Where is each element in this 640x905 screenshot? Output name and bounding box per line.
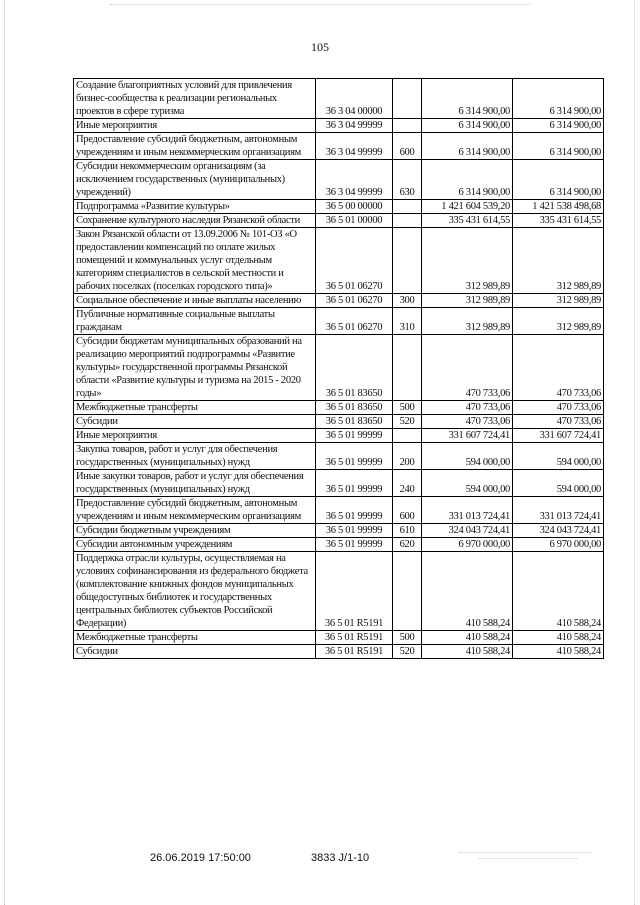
row-amount-2: 594 000,00 bbox=[513, 470, 604, 497]
row-name: Создание благоприятных условий для привлечения бизнес-сообщества к реализации региональных проектов в сфере туризма bbox=[74, 79, 316, 119]
row-expense-type: 500 bbox=[393, 631, 422, 645]
row-amount-1: 594 000,00 bbox=[422, 443, 513, 470]
row-name: Межбюджетные трансферты bbox=[74, 631, 316, 645]
row-amount-1: 324 043 724,41 bbox=[422, 524, 513, 538]
row-amount-1: 410 588,24 bbox=[422, 645, 513, 659]
row-amount-2: 331 013 724,41 bbox=[513, 497, 604, 524]
row-code: 36 5 01 R5191 bbox=[316, 631, 393, 645]
row-expense-type bbox=[393, 200, 422, 214]
row-name: Субсидии некоммерческим организациям (за исключением государственных (муниципальных) учреждений) bbox=[74, 160, 316, 200]
row-amount-2: 6 314 900,00 bbox=[513, 119, 604, 133]
row-expense-type: 630 bbox=[393, 160, 422, 200]
row-amount-1: 312 989,89 bbox=[422, 308, 513, 335]
row-expense-type: 300 bbox=[393, 294, 422, 308]
row-expense-type: 520 bbox=[393, 645, 422, 659]
table-row bbox=[74, 401, 604, 415]
row-code: 36 5 01 83650 bbox=[316, 335, 393, 401]
table-row bbox=[74, 294, 604, 308]
row-name: Иные закупки товаров, работ и услуг для обеспечения государственных (муниципальных) нужд bbox=[74, 470, 316, 497]
row-amount-2: 410 588,24 bbox=[513, 552, 604, 631]
row-amount-1: 331 607 724,41 bbox=[422, 429, 513, 443]
row-amount-2: 6 314 900,00 bbox=[513, 133, 604, 160]
row-expense-type bbox=[393, 552, 422, 631]
row-expense-type bbox=[393, 214, 422, 228]
table-row bbox=[74, 308, 604, 335]
row-code: 36 5 01 06270 bbox=[316, 308, 393, 335]
row-expense-type: 620 bbox=[393, 538, 422, 552]
scan-edge-left bbox=[4, 0, 6, 905]
table-row bbox=[74, 228, 604, 294]
row-amount-2: 6 970 000,00 bbox=[513, 538, 604, 552]
row-expense-type bbox=[393, 335, 422, 401]
row-code: 36 5 01 99999 bbox=[316, 429, 393, 443]
table-row bbox=[74, 214, 604, 228]
row-expense-type: 600 bbox=[393, 133, 422, 160]
row-amount-2: 312 989,89 bbox=[513, 294, 604, 308]
row-name: Субсидии bbox=[74, 415, 316, 429]
row-name: Поддержка отрасли культуры, осуществляемая на условиях софинансирования из федерального бюджета (комплектование книжных фондов муниципальных общедоступных библиотек и государственных центральных библиотек субъектов Российской Федерации) bbox=[74, 552, 316, 631]
table-row bbox=[74, 415, 604, 429]
row-amount-2: 470 733,06 bbox=[513, 335, 604, 401]
row-code: 36 5 01 06270 bbox=[316, 228, 393, 294]
table-row bbox=[74, 443, 604, 470]
row-code: 36 5 01 99999 bbox=[316, 497, 393, 524]
row-amount-2: 331 607 724,41 bbox=[513, 429, 604, 443]
row-name: Межбюджетные трансферты bbox=[74, 401, 316, 415]
row-expense-type: 200 bbox=[393, 443, 422, 470]
row-amount-1: 470 733,06 bbox=[422, 401, 513, 415]
table-row bbox=[74, 335, 604, 401]
row-name: Иные мероприятия bbox=[74, 119, 316, 133]
table-row bbox=[74, 429, 604, 443]
row-name: Закупка товаров, работ и услуг для обеспечения государственных (муниципальных) нужд bbox=[74, 443, 316, 470]
row-code: 36 5 01 83650 bbox=[316, 415, 393, 429]
row-amount-1: 410 588,24 bbox=[422, 631, 513, 645]
row-amount-2: 410 588,24 bbox=[513, 645, 604, 659]
row-expense-type: 610 bbox=[393, 524, 422, 538]
row-code: 36 3 04 99999 bbox=[316, 160, 393, 200]
row-amount-1: 1 421 604 539,20 bbox=[422, 200, 513, 214]
table-row bbox=[74, 538, 604, 552]
row-amount-2: 1 421 538 498,68 bbox=[513, 200, 604, 214]
table-row bbox=[74, 524, 604, 538]
row-amount-1: 312 989,89 bbox=[422, 228, 513, 294]
page-number: 105 bbox=[311, 40, 329, 54]
row-code: 36 5 01 83650 bbox=[316, 401, 393, 415]
row-expense-type: 240 bbox=[393, 470, 422, 497]
row-expense-type: 500 bbox=[393, 401, 422, 415]
row-amount-1: 335 431 614,55 bbox=[422, 214, 513, 228]
row-name: Предоставление субсидий бюджетным, автономным учреждениям и иным некоммерческим организациям bbox=[74, 497, 316, 524]
row-name: Субсидии бюджетным учреждениям bbox=[74, 524, 316, 538]
row-name: Социальное обеспечение и иные выплаты населению bbox=[74, 294, 316, 308]
row-name: Подпрограмма «Развитие культуры» bbox=[74, 200, 316, 214]
row-code: 36 5 00 00000 bbox=[316, 200, 393, 214]
table-row bbox=[74, 79, 604, 119]
row-amount-1: 6 314 900,00 bbox=[422, 133, 513, 160]
row-code: 36 3 04 99999 bbox=[316, 119, 393, 133]
row-name: Сохранение культурного наследия Рязанской области bbox=[74, 214, 316, 228]
row-code: 36 5 01 R5191 bbox=[316, 552, 393, 631]
scan-edge-right bbox=[634, 0, 636, 905]
row-code: 36 5 01 99999 bbox=[316, 470, 393, 497]
row-amount-2: 470 733,06 bbox=[513, 401, 604, 415]
row-expense-type: 600 bbox=[393, 497, 422, 524]
row-expense-type bbox=[393, 228, 422, 294]
budget-table-body bbox=[74, 79, 604, 659]
footer-timestamp: 26.06.2019 17:50:00 bbox=[150, 852, 251, 864]
row-amount-2: 312 989,89 bbox=[513, 308, 604, 335]
table-row bbox=[74, 470, 604, 497]
row-expense-type bbox=[393, 429, 422, 443]
row-amount-2: 410 588,24 bbox=[513, 631, 604, 645]
budget-table bbox=[73, 78, 604, 659]
row-code: 36 5 01 99999 bbox=[316, 538, 393, 552]
row-name: Публичные нормативные социальные выплаты гражданам bbox=[74, 308, 316, 335]
table-row bbox=[74, 133, 604, 160]
scan-top-noise bbox=[110, 4, 530, 5]
row-amount-2: 594 000,00 bbox=[513, 443, 604, 470]
row-expense-type bbox=[393, 79, 422, 119]
row-expense-type: 520 bbox=[393, 415, 422, 429]
row-amount-1: 6 970 000,00 bbox=[422, 538, 513, 552]
row-code: 36 5 01 R5191 bbox=[316, 645, 393, 659]
faded-stamp bbox=[455, 846, 595, 870]
row-name: Субсидии бюджетам муниципальных образований на реализацию мероприятий подпрограммы «Развитие культуры» государственной программы Рязанской области «Развитие культуры и туризма на 2015 - 2020 годы» bbox=[74, 335, 316, 401]
row-amount-2: 6 314 900,00 bbox=[513, 79, 604, 119]
row-amount-1: 312 989,89 bbox=[422, 294, 513, 308]
table-row bbox=[74, 497, 604, 524]
row-name: Закон Рязанской области от 13.09.2006 № 101-ОЗ «О предоставлении компенсаций по оплате жилых помещений и коммунальных услуг отдельным категориям специалистов в сельской местности и рабочих поселках (поселках городского типа)» bbox=[74, 228, 316, 294]
row-amount-1: 470 733,06 bbox=[422, 415, 513, 429]
row-expense-type bbox=[393, 119, 422, 133]
row-amount-1: 6 314 900,00 bbox=[422, 160, 513, 200]
row-amount-2: 324 043 724,41 bbox=[513, 524, 604, 538]
row-amount-1: 410 588,24 bbox=[422, 552, 513, 631]
row-code: 36 3 04 00000 bbox=[316, 79, 393, 119]
row-expense-type: 310 bbox=[393, 308, 422, 335]
table-row bbox=[74, 552, 604, 631]
row-amount-1: 6 314 900,00 bbox=[422, 79, 513, 119]
row-code: 36 5 01 00000 bbox=[316, 214, 393, 228]
row-code: 36 5 01 99999 bbox=[316, 443, 393, 470]
row-amount-2: 312 989,89 bbox=[513, 228, 604, 294]
table-row bbox=[74, 160, 604, 200]
row-code: 36 5 01 99999 bbox=[316, 524, 393, 538]
row-amount-1: 470 733,06 bbox=[422, 335, 513, 401]
row-amount-2: 335 431 614,55 bbox=[513, 214, 604, 228]
table-row bbox=[74, 645, 604, 659]
row-amount-1: 6 314 900,00 bbox=[422, 119, 513, 133]
table-row bbox=[74, 119, 604, 133]
row-code: 36 3 04 99999 bbox=[316, 133, 393, 160]
footer-doc-id: 3833 J/1-10 bbox=[311, 852, 370, 864]
row-amount-1: 331 013 724,41 bbox=[422, 497, 513, 524]
row-name: Субсидии автономным учреждениям bbox=[74, 538, 316, 552]
row-name: Субсидии bbox=[74, 645, 316, 659]
row-name: Иные мероприятия bbox=[74, 429, 316, 443]
row-amount-1: 594 000,00 bbox=[422, 470, 513, 497]
table-row bbox=[74, 200, 604, 214]
row-name: Предоставление субсидий бюджетным, автономным учреждениям и иным некоммерческим организациям bbox=[74, 133, 316, 160]
row-amount-2: 6 314 900,00 bbox=[513, 160, 604, 200]
row-amount-2: 470 733,06 bbox=[513, 415, 604, 429]
table-row bbox=[74, 631, 604, 645]
row-code: 36 5 01 06270 bbox=[316, 294, 393, 308]
